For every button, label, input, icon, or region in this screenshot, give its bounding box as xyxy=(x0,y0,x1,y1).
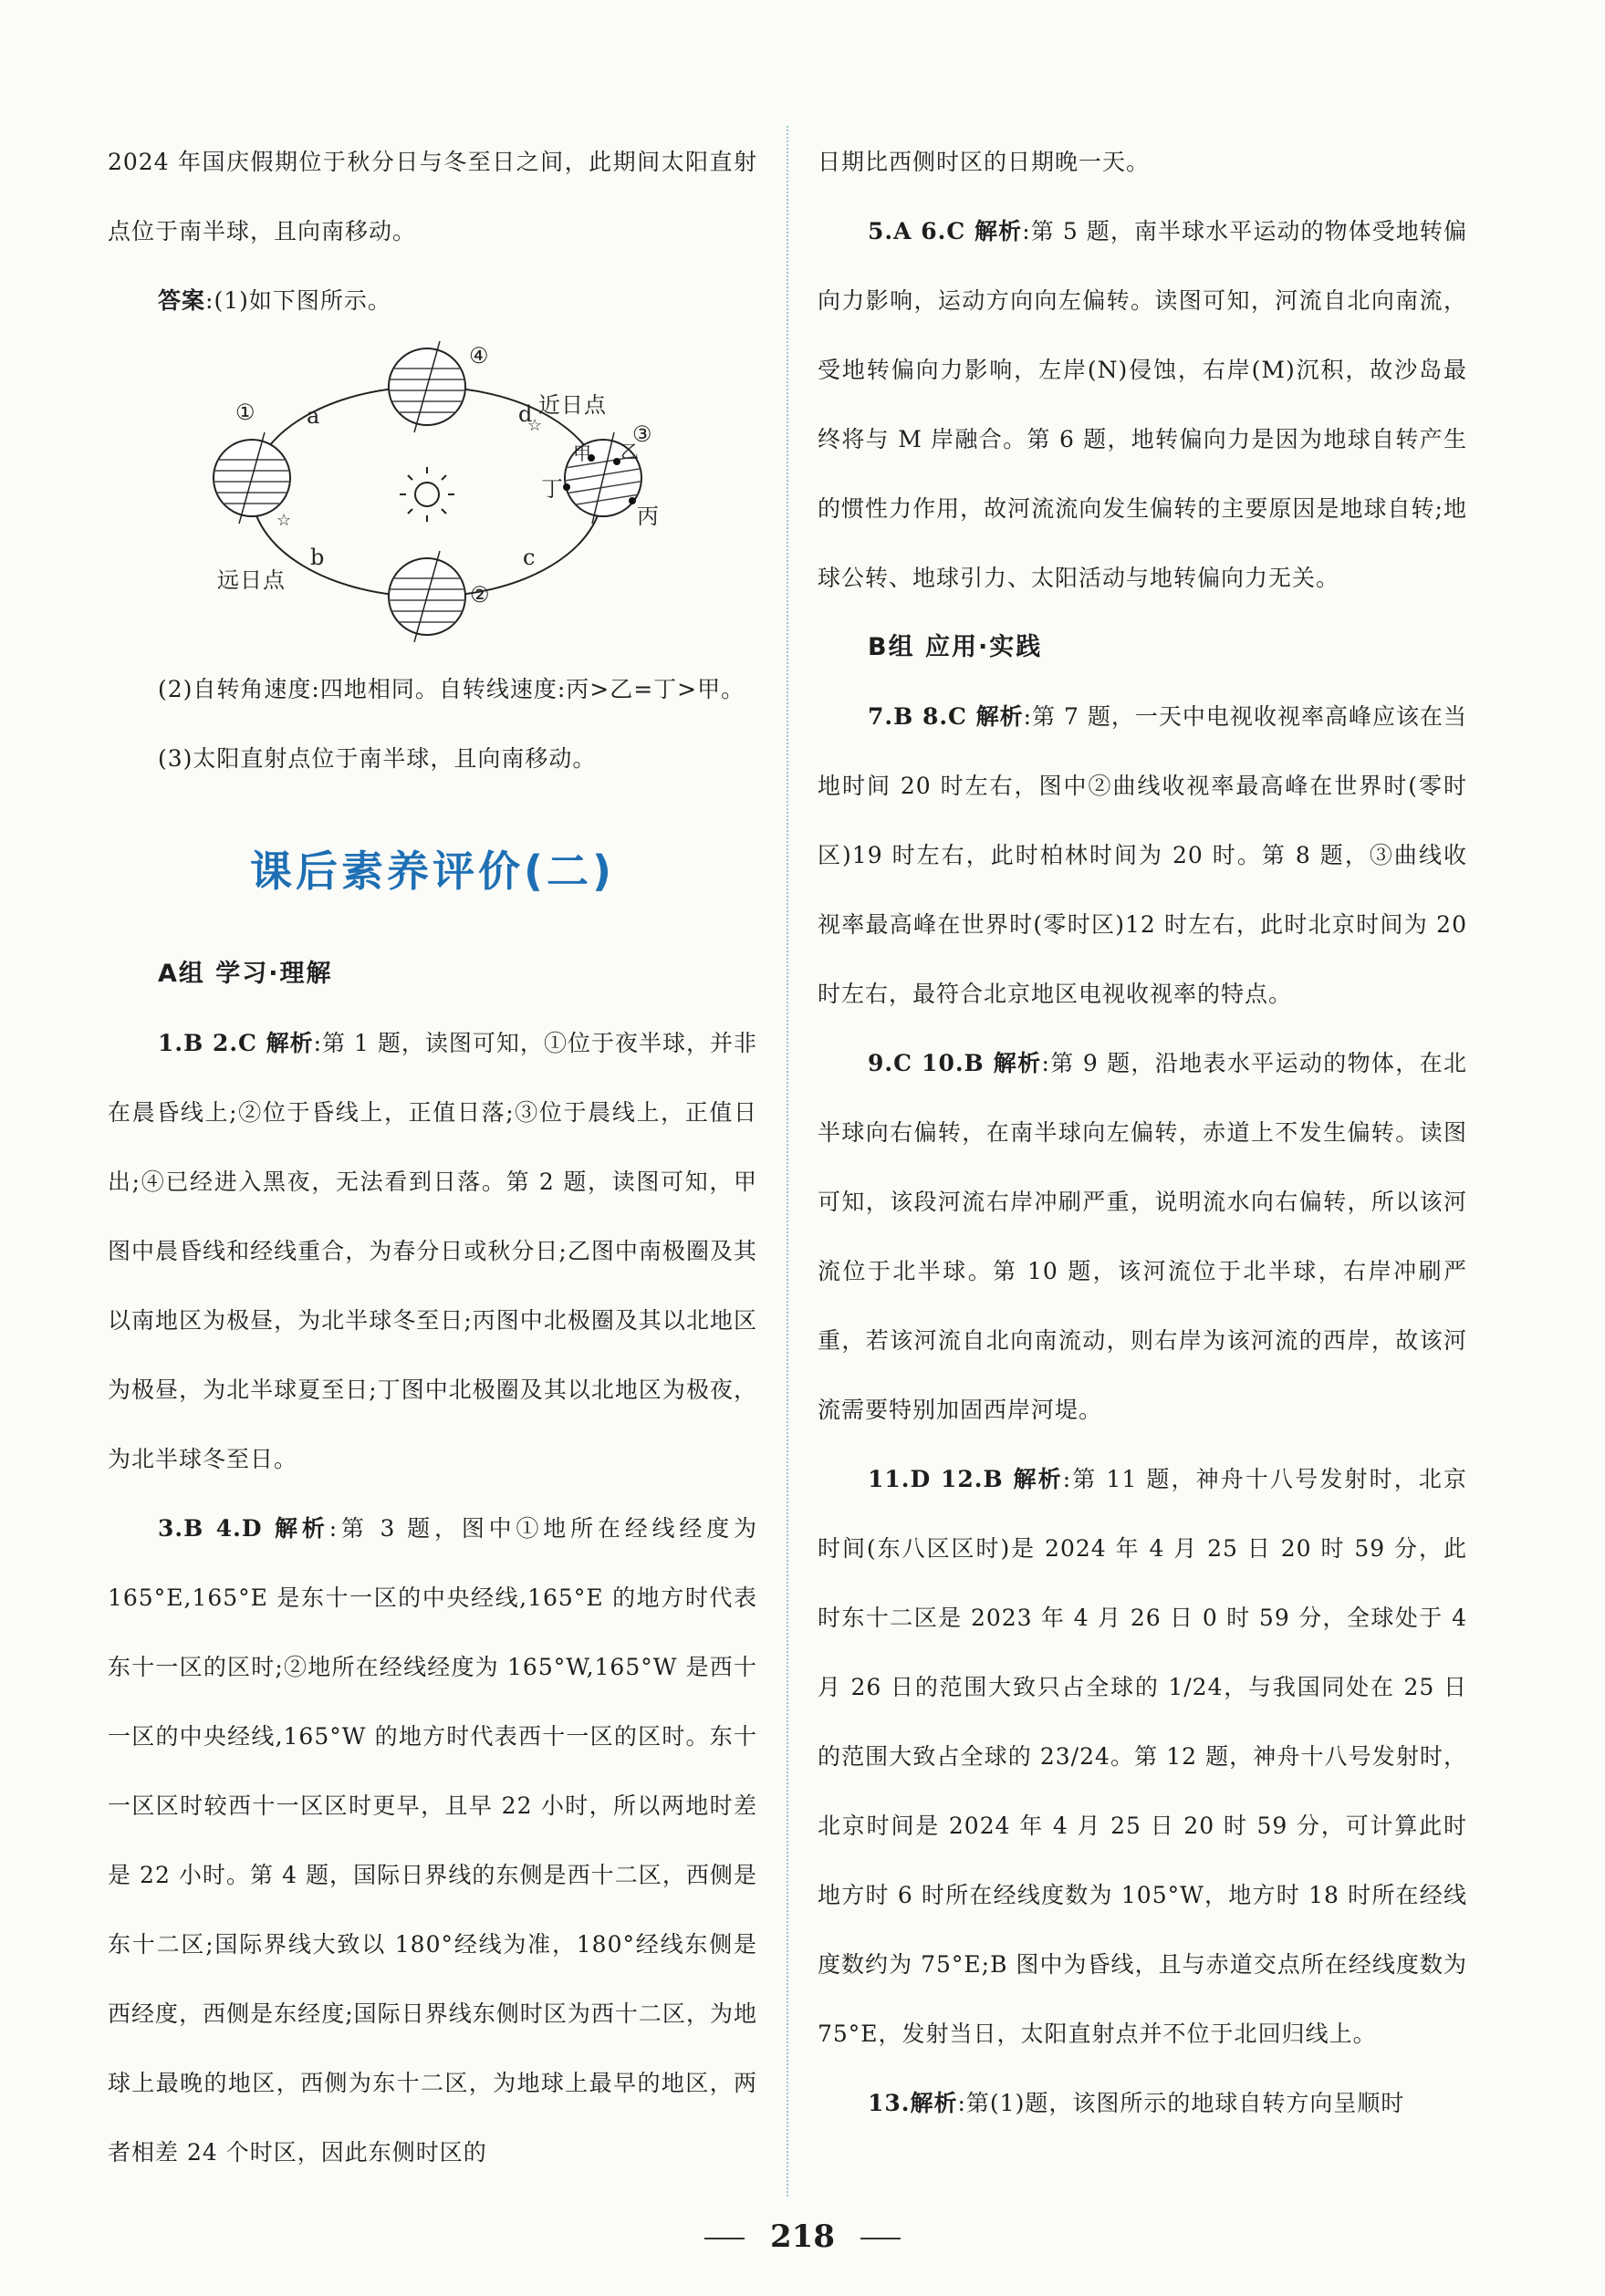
footer-dash-left xyxy=(704,2238,745,2239)
q9-10-text: :第 9 题，沿地表水平运动的物体，在北半球向右偏转，在南半球向左偏转，赤道上不发生偏转。读图可知，该段河流右岸冲刷严重，说明流水向右偏转，所以该河流位于北半球。第 10 题，该河流位于北半球，右岸冲刷严重，若该河流自北向南流动，则右岸为该河流的西岸，故该河流需要特别加固西岸河堤。 xyxy=(818,1050,1467,1423)
q3-4-text: :第 3 题，图中①地所在经线经度为165°E,165°E 是东十一区的中央经线,165°E 的地方时代表东十一区的区时;②地所在经线经度为 165°W,165°W 是西十一区的中央经线,165°W 的地方时代表西十一区的区时。东十一区区时较西十一区区时更早，且早 22 小时，所以两地时差是 22 小时。第 4 题，国际日界线的东侧是西十二区，西侧是东十二区;国际界线大致以 180°经线为准，180°经线东侧是西经度，西侧是东经度;国际日界线东侧时区为西十二区，为地球上最晚的地区，西侧为东十二区，为地球上最早的地区，两者相差 24 个时区，因此东侧时区的 xyxy=(108,1515,757,2166)
perihelion-star-icon: ☆ xyxy=(527,416,544,435)
continued-text: 日期比西侧时区的日期晚一天。 xyxy=(818,149,1151,175)
label-c: c xyxy=(523,545,537,570)
q3-4 xyxy=(108,1494,757,2187)
q3-4-num: 3.B 4.D 解析 xyxy=(158,1515,329,1542)
answer-label: 答案 xyxy=(158,287,206,314)
label-b: b xyxy=(310,545,326,570)
label-pos1: ① xyxy=(235,400,256,425)
answer-3: (3)太阳直射点位于南半球，且向南移动。 xyxy=(158,745,597,772)
label-yi: 乙 xyxy=(620,441,640,462)
q13 xyxy=(818,2069,1467,2138)
label-jia: 甲 xyxy=(573,442,592,464)
label-pos3: ③ xyxy=(632,421,653,447)
q13-text: :第(1)题，该图所示的地球自转方向呈顺时 xyxy=(957,2090,1405,2116)
q7-8-text: :第 7 题，一天中电视收视率高峰应该在当地时间 20 时左右，图中②曲线收视率最高峰在世界时(零时区)19 时左右，此时柏林时间为 20 时。第 8 题，③曲线收视率最高峰在世界时(零时区)12 时左右，此时北京时间为 20 时左右，最符合北京地区电视收视率的特点。 xyxy=(818,703,1467,1007)
q5-6 xyxy=(818,197,1467,613)
right-column xyxy=(818,128,1467,2138)
q11-12-num: 11.D 12.B 解析 xyxy=(868,1466,1063,1492)
q9-10 xyxy=(818,1029,1467,1445)
q13-num: 13.解析 xyxy=(868,2090,958,2116)
left-column xyxy=(108,128,757,2187)
group-a-heading: A组 学习·理解 xyxy=(158,960,333,988)
q11-12 xyxy=(818,1445,1467,2069)
footer-dash-right xyxy=(860,2238,901,2239)
label-ding: 丁 xyxy=(541,476,564,502)
earth-position-2 xyxy=(381,551,473,642)
page-number: 218 xyxy=(770,2218,835,2255)
label-bing: 丙 xyxy=(637,504,660,529)
label-a: a xyxy=(307,403,321,429)
label-perihelion: 近日点 xyxy=(538,392,607,418)
answer-1 xyxy=(108,266,757,336)
section-title: 课后素养评价(二) xyxy=(249,847,616,896)
q5-6-num: 5.A 6.C 解析 xyxy=(868,218,1023,244)
label-pos2: ② xyxy=(470,582,491,608)
q1-2-text: :第 1 题，读图可知，①位于夜半球，并非在晨昏线上;②位于昏线上，正值日落;③位于晨线上，正值日出;④已经进入黑夜，无法看到日落。第 2 题，读图可知，甲图中晨昏线和经线重合，为春分日或秋分日;乙图中南极圈及其以南地区为极昼，为北半球冬至日;丙图中北极圈及其以北地区为极昼，为北半球夏至日;丁图中北极圈及其以北地区为极夜，为北半球冬至日。 xyxy=(108,1030,757,1472)
column-divider xyxy=(787,126,788,2197)
q5-6-text: :第 5 题，南半球水平运动的物体受地转偏向力影响，运动方向向左偏转。读图可知，河流自北向南流，受地转偏向力影响，左岸(N)侵蚀，右岸(M)沉积，故沙岛最终将与 M 岸融合。第 6 题，地转偏向力是因为地球自转产生的惯性力作用，故河流流向发生偏转的主要原因是地球自转;地球公转、地球引力、太阳活动与地转偏向力无关。 xyxy=(818,218,1467,591)
intro-paragraph: 2024 年国庆假期位于秋分日与冬至日之间，此期间太阳直射点位于南半球，且向南移动。 xyxy=(108,149,757,244)
page-number-footer xyxy=(0,2218,1605,2255)
earth-position-1 xyxy=(208,432,299,524)
label-d: d xyxy=(518,401,534,427)
answer-2: (2)自转角速度:四地相同。自转线速度:丙>乙=丁>甲。 xyxy=(158,676,745,702)
earth-orbit-diagram xyxy=(108,341,757,642)
answer-1-text: :(1)如下图所示。 xyxy=(205,287,391,314)
earth-position-4 xyxy=(381,341,473,432)
aphelion-star-icon: ☆ xyxy=(276,511,293,530)
q1-2-num: 1.B 2.C 解析 xyxy=(158,1030,314,1056)
q7-8 xyxy=(818,682,1467,1029)
q11-12-text: :第 11 题，神舟十八号发射时，北京时间(东八区区时)是 2024 年 4 月 25 日 20 时 59 分，此时东十二区是 2023 年 4 月 26 日 0 时 59 分，全球处于 4 月 26 日的范围大致只占全球的 1/24，与我国同处在 25 日的范围大致占全球的 23/24。第 12 题，神舟十八号发射时，北京时间是 2024 年 4 月 25 日 20 时 59 分，可计算此时地方时 6 时所在经线度数为 105°W，地方时 18 时所在经线度数约为 75°E;B 图中为昏线，且与赤道交点所在经线度数为 75°E，发射当日，太阳直射点并不位于北回归线上。 xyxy=(818,1466,1467,2047)
q1-2 xyxy=(108,1009,757,1494)
group-b-heading: B组 应用·实践 xyxy=(868,633,1043,661)
orbit-svg xyxy=(199,341,673,642)
label-aphelion: 远日点 xyxy=(217,567,286,593)
sun-icon xyxy=(400,467,454,522)
q9-10-num: 9.C 10.B 解析 xyxy=(868,1050,1042,1076)
q7-8-num: 7.B 8.C 解析 xyxy=(868,703,1024,730)
label-pos4: ④ xyxy=(469,343,490,369)
